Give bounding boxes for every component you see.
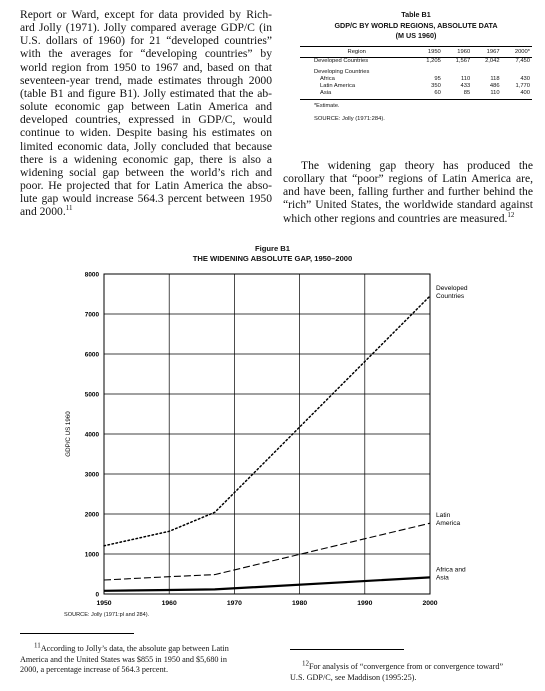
series-label-line: Latin [436, 512, 451, 520]
footnote-line: U.S. GDP/C, see Maddison (1995:25). [290, 672, 417, 682]
y-tick-label: 0 [95, 591, 99, 599]
series-label-line: Countries [436, 293, 465, 300]
table-value-cell: 85 [443, 90, 472, 100]
paragraph-line: seventeen-year trend, made estimates through 2000 [20, 73, 272, 87]
table-value-cell: 2,042 [485, 58, 500, 64]
table-value-cell: 400 [502, 90, 532, 100]
paragraph-line: limited economic data, Jolly concluded that because [20, 139, 272, 153]
x-tick-label: 1970 [226, 600, 242, 607]
table-value-cell: 430 [520, 75, 530, 82]
table-header-cell: 1960 [443, 47, 472, 58]
table-region-cell: Latin America [320, 82, 356, 89]
table-region-cell: Asia [300, 90, 413, 100]
table-value-cell: 110 [460, 75, 471, 82]
table-value-cell: 1,567 [455, 58, 471, 64]
table-value-cell: 110 [472, 90, 501, 100]
series-label [436, 512, 461, 527]
footnote-mark: 12 [302, 659, 309, 668]
table-header-cell: 2000* [502, 47, 532, 58]
table-header-cell: 1967 [472, 47, 501, 58]
paragraph-line: world region from 1950 to 1967 and, based on that [20, 60, 272, 74]
chart-grid [104, 274, 430, 594]
table-note: *Estimate. [314, 102, 340, 109]
x-tick-label: 1960 [161, 600, 177, 607]
figure-title: THE WIDENING ABSOLUTE GAP, 1950–2000 [192, 254, 353, 263]
table-value-cell: 1,770 [515, 82, 530, 89]
table-value-cell: 433 [460, 82, 471, 89]
paragraph-line: solute economic gap between Latin America and [20, 100, 272, 114]
paragraph-line: (table B1 and figure B1). Jolly estimated that the ab- [20, 86, 272, 100]
series-line [104, 523, 430, 580]
footnote-line: 2000, a percentage increase of 564.3 percent. [20, 665, 168, 675]
series-label [436, 285, 468, 300]
footnote-rule-right [290, 649, 404, 650]
table-value-cell: 1,205 [426, 58, 441, 64]
footnote-mark: 11 [34, 641, 41, 650]
table-value-cell: 486 [489, 82, 500, 89]
y-tick-label: 6000 [84, 351, 99, 359]
table-header-cell: 1950 [413, 47, 442, 58]
y-tick-label: 3000 [84, 471, 99, 479]
paragraph-line: there is a widening economic gap, there is also a [20, 152, 272, 166]
series-label-line: Africa and [436, 566, 466, 574]
series-label-line: Asia [436, 574, 449, 582]
paragraph-line: continue to widen. Despite basing his estimates on [20, 126, 272, 140]
footnote-line: $^{11}$According to Jolly’s data, the absolute gap between Latin [34, 641, 229, 653]
paragraph-line: developed countries, expressed in GDP/C, would [20, 113, 272, 127]
paragraph-line: ard Jolly (1971). Jolly compared average GDP/C (in [20, 21, 272, 35]
table-label: Table B1 [401, 10, 431, 19]
x-tick-label: 1980 [292, 600, 308, 607]
series-label-line: Developed [436, 285, 468, 292]
paragraph-line: corollary that “poor” regions of Latin America are, [283, 172, 533, 186]
table-source: SOURCE: Jolly (1971:284). [314, 115, 385, 122]
footnote-11 [20, 641, 229, 676]
paragraph-line: and have been, falling further and further behind the [283, 185, 533, 199]
table-title-line1: GDP/C BY WORLD REGIONS, ABSOLUTE DATA [334, 21, 498, 30]
paragraph-line: Report or Ward, except for data provided by Rich- [20, 8, 272, 21]
figure-source: SOURCE: Jolly (1971:pl and 284). [64, 612, 150, 618]
table-value-cell: 118 [490, 75, 500, 82]
footnote-line: $^{12}$For analysis of “convergence from or convergence toward” [302, 659, 504, 671]
footnote-12 [290, 659, 504, 683]
series-label-line: America [436, 520, 461, 528]
y-tick-label: 4000 [84, 431, 99, 439]
y-axis-label: GDP/C US 1960 [65, 411, 72, 457]
table-value-cell: 7,450 [515, 58, 530, 64]
paragraph-line: The widening gap theory has produced the [301, 159, 533, 172]
footnote-ref: 11 [65, 204, 73, 213]
table-title-line2: (M US 1960) [395, 31, 437, 40]
x-tick-label: 1950 [96, 600, 112, 607]
table-region-cell: Developing Countries [314, 68, 370, 75]
series-line [104, 296, 430, 546]
table-value-cell: 95 [434, 75, 441, 82]
y-tick-label: 2000 [84, 511, 99, 519]
x-tick-label: 2000 [422, 600, 438, 607]
table-header-cell: Region [300, 47, 413, 58]
paragraph-line: which other regions and countries are measured.$^{12}$ [283, 210, 515, 225]
paragraph-line: “rich” United States, the worldwide standard against [283, 198, 533, 212]
paragraph-line: and 2000.11 [20, 204, 73, 219]
table-value-cell: 60 [413, 90, 442, 100]
table-value-cell: 350 [431, 82, 441, 89]
footnote-line: America and the United States was $855 in 1950 and $5,680 in [20, 654, 227, 664]
y-tick-label: 8000 [84, 271, 99, 279]
paragraph-line: widening social gap between the world’s rich and [20, 165, 272, 179]
x-tick-label: 1990 [357, 600, 373, 607]
table-region-cell: Africa [320, 75, 335, 82]
footnote-ref: 12 [507, 210, 515, 219]
series-line [104, 577, 430, 590]
figure-label: Figure B1 [254, 244, 291, 253]
y-tick-label: 7000 [84, 311, 99, 319]
series-label [436, 566, 466, 581]
footnote-rule-left [20, 633, 134, 634]
table-region-cell: Developed Countries [314, 58, 369, 64]
paragraph-line: U.S. dollars of 1960) for 21 “developed countries” [20, 34, 272, 48]
paragraph-line: poor. He projected that for Latin America the abso- [20, 179, 272, 193]
paragraph-line: lute gap would increase 564.3 percent between 1950 [20, 192, 272, 206]
y-tick-label: 1000 [84, 551, 99, 559]
paragraph-line: with the averages for “developing countries” by [20, 47, 272, 61]
y-tick-label: 5000 [84, 391, 99, 399]
